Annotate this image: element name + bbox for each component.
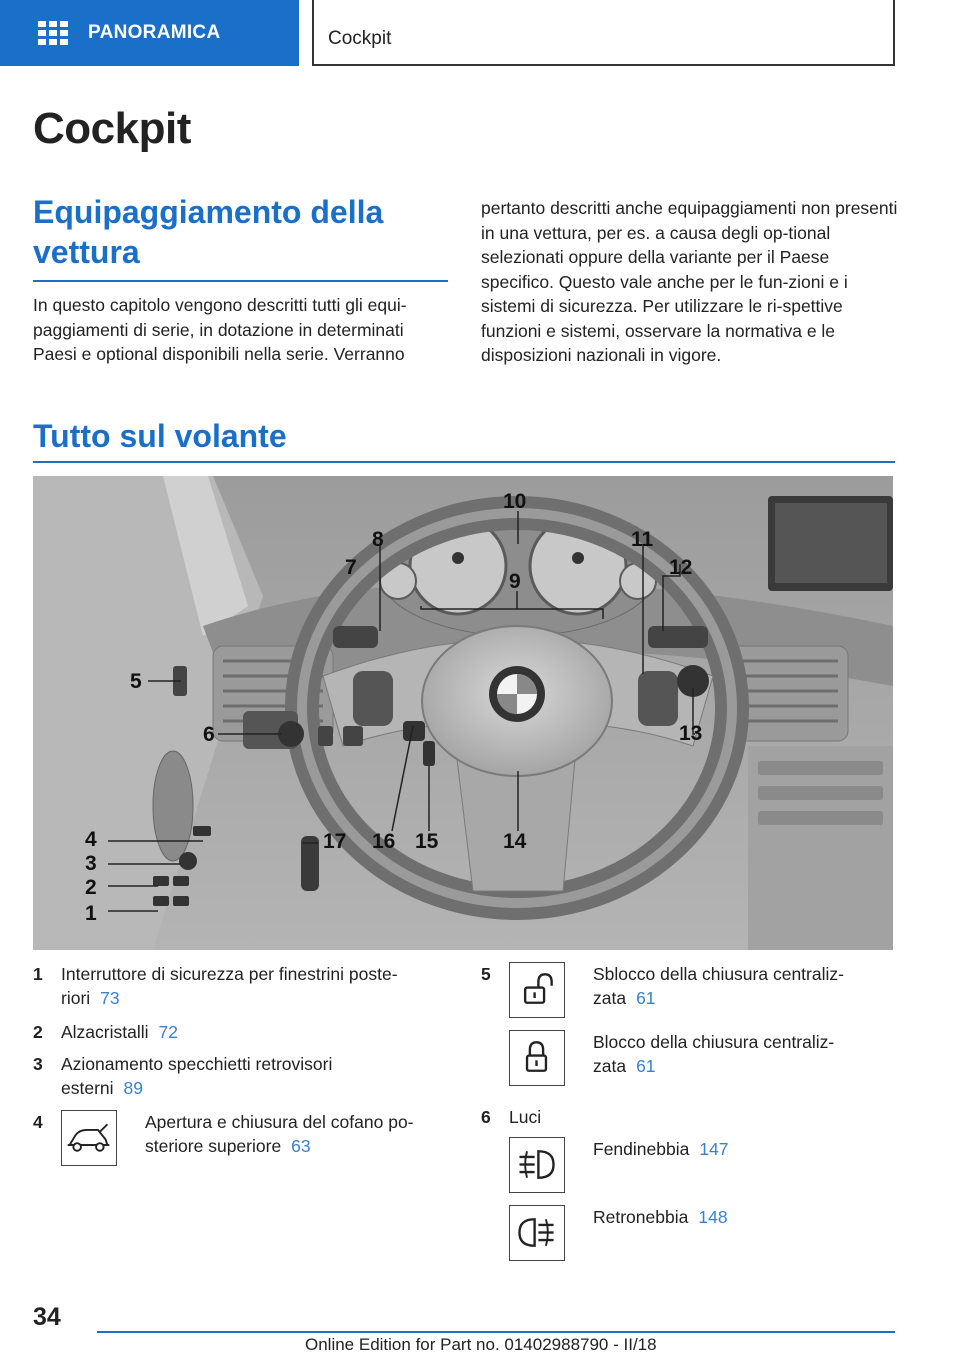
unlock-icon	[509, 962, 565, 1018]
callout-12: 12	[669, 556, 693, 579]
overview-tab[interactable]	[0, 0, 299, 66]
item-text: Azionamento specchietti retrovisori	[61, 1054, 333, 1074]
cockpit-drawing	[33, 476, 893, 950]
callout-9: 9	[509, 570, 521, 593]
item-text: steriore superiore	[145, 1136, 282, 1156]
callout-1: 1	[85, 902, 97, 925]
section-title-steering-wheel: Tutto sul volante	[33, 418, 895, 463]
item-text: esterni	[61, 1078, 114, 1098]
item-text: Interruttore di sicurezza per finestrini poste-	[61, 964, 398, 984]
item-text: Blocco della chiusura centraliz-	[593, 1032, 835, 1052]
callout-14: 14	[503, 830, 527, 853]
callout-17: 17	[323, 830, 347, 853]
page-number: 34	[33, 1303, 61, 1331]
callout-5: 5	[130, 670, 142, 693]
item-text: Alzacristalli	[61, 1022, 149, 1042]
item-text: Sblocco della chiusura centraliz-	[593, 964, 844, 984]
item-text: Apertura e chiusura del cofano po-	[145, 1112, 414, 1132]
tailgate-icon	[61, 1110, 117, 1166]
breadcrumb[interactable]: Cockpit	[312, 0, 895, 66]
section-title-equipment: Equipaggiamento della vettura	[33, 192, 448, 282]
overview-tab-label: PANORAMICA	[88, 22, 221, 43]
item-number: 5	[481, 964, 491, 984]
page-title: Cockpit	[33, 104, 191, 153]
page-ref-link[interactable]: 63	[291, 1136, 311, 1156]
page-ref-link[interactable]: 89	[123, 1078, 143, 1098]
callout-13: 13	[679, 722, 703, 745]
page-header	[0, 0, 960, 66]
callout-6: 6	[203, 723, 215, 746]
item-number: 1	[33, 964, 43, 984]
item-text: zata	[593, 1056, 627, 1076]
callout-3: 3	[85, 852, 97, 875]
item-number: 6	[481, 1107, 491, 1127]
item-text: Retronebbia	[593, 1207, 689, 1227]
grid-menu-icon	[38, 21, 68, 45]
item-text: zata	[593, 988, 627, 1008]
page-ref-link[interactable]: 148	[698, 1207, 728, 1227]
legend-list-left	[33, 962, 453, 1182]
callout-2: 2	[85, 876, 97, 899]
callout-8: 8	[372, 528, 384, 551]
callout-4: 4	[85, 828, 97, 851]
item-number: 2	[33, 1022, 43, 1042]
item-text: riori	[61, 988, 91, 1008]
item-number: 3	[33, 1054, 43, 1074]
lock-icon	[509, 1030, 565, 1086]
callout-10: 10	[503, 490, 527, 513]
rear-fog-light-icon	[509, 1205, 565, 1261]
page-ref-link[interactable]: 72	[158, 1022, 178, 1042]
item-text: Fendinebbia	[593, 1139, 690, 1159]
page-ref-link[interactable]: 61	[636, 1056, 656, 1076]
page-ref-link[interactable]: 61	[636, 988, 656, 1008]
intro-paragraph-right: pertanto descritti anche equipaggiamenti non presenti in una vettura, per es. a causa degli op-tional selezionati oppure della variante per il Paese specifico. Questo vale anche per le fun-zioni e i sistemi di sicurezza. Per utilizzare le ri-spettive funzioni e sistemi, osservare la normativa e le disposizioni nazionali in vigore.	[481, 198, 898, 365]
footer-divider	[97, 1331, 895, 1333]
callout-16: 16	[372, 830, 396, 853]
edition-text: Online Edition for Part no. 01402988790 - II/18	[305, 1335, 657, 1354]
callout-7: 7	[345, 556, 357, 579]
legend-list-right	[481, 962, 901, 1272]
item-text: Luci	[509, 1107, 542, 1127]
callout-11: 11	[631, 528, 654, 551]
page-ref-link[interactable]: 73	[100, 988, 120, 1008]
intro-paragraph-left: In questo capitolo vengono descritti tutti gli equi-paggiamenti di serie, in dotazione in determinati Paesi e optional disponibili nella serie. Verranno	[33, 295, 407, 364]
page-ref-link[interactable]: 147	[699, 1139, 729, 1159]
callout-15: 15	[415, 830, 439, 853]
cockpit-illustration	[33, 476, 893, 950]
front-fog-light-icon	[509, 1137, 565, 1193]
item-number: 4	[33, 1112, 43, 1132]
